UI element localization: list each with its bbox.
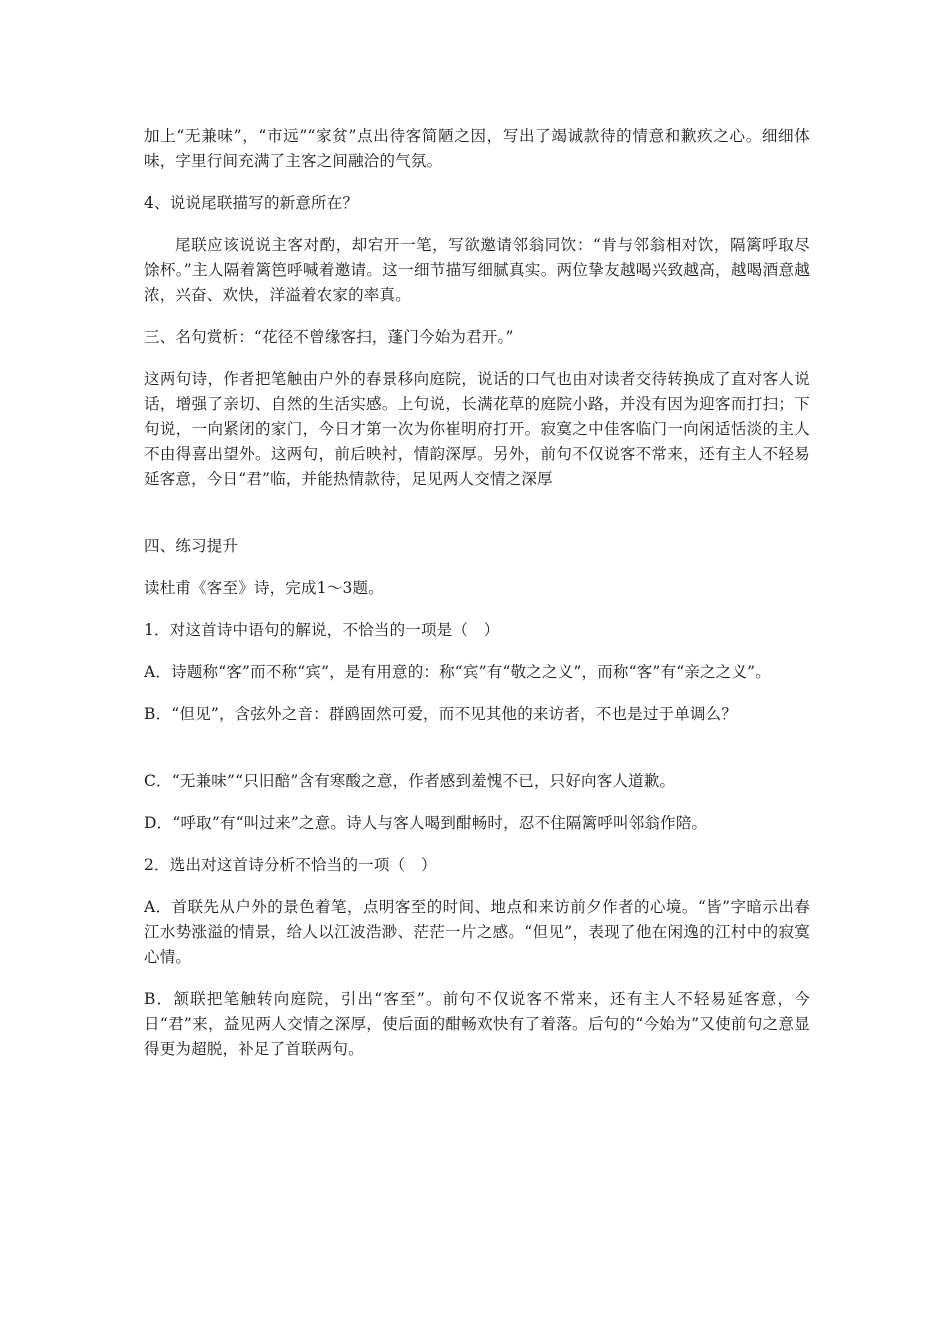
document-page bbox=[144, 124, 810, 1062]
question-2-stem: 2．选出对这首诗分析不恰当的一项（ ） bbox=[144, 856, 437, 874]
question-1-option-b: B．“但见”，含弦外之音：群鸥固然可爱，而不见其他的来访者，不也是过于单调么？ bbox=[144, 705, 738, 723]
question-4-heading: 4、说说尾联描写的新意所在？ bbox=[144, 194, 359, 212]
paragraph-intro: 加上“无兼味”，“市远”“家贫”点出待客简陋之因，写出了竭诚款待的情意和歉疚之心。细细体味，字里行间充满了主客之间融洽的气氛。 bbox=[144, 127, 810, 170]
answer-4-paragraph: 尾联应该说说主客对酌，却宕开一笔，写欲邀请邻翁同饮：“肯与邻翁相对饮，隔篱呼取尽馀杯。”主人隔着篱笆呼喊着邀请。这一细节描写细腻真实。两位挚友越喝兴致越高，越喝酒意越浓，兴奋、欢快，洋溢着农家的率真。 bbox=[144, 236, 810, 304]
question-1-option-c: C．“无兼味”“只旧醅”含有寒酸之意，作者感到羞愧不已，只好向客人道歉。 bbox=[144, 772, 676, 790]
question-1-option-d: D．“呼取”有“叫过来”之意。诗人与客人喝到酣畅时，忍不住隔篱呼叫邻翁作陪。 bbox=[144, 814, 708, 832]
question-1-option-a: A．诗题称“客”而不称“宾”，是有用意的：称“宾”有“敬之之义”，而称“客”有“亲之之义”。 bbox=[144, 663, 771, 681]
exercise-instructions: 读杜甫《客至》诗，完成1～3题。 bbox=[144, 579, 384, 597]
question-2-option-a: A．首联先从户外的景色着笔，点明客至的时间、地点和来访前夕作者的心境。“皆”字暗示出春江水势涨溢的情景，给人以江波浩渺、茫茫一片之感。“但见”，表现了他在闲逸的江村中的寂寞心情。 bbox=[144, 898, 810, 966]
section-3-heading: 三、名句赏析：“花径不曾缘客扫，蓬门今始为君开。” bbox=[144, 328, 514, 346]
question-2-option-b: B．颔联把笔触转向庭院，引出“客至”。前句不仅说客不常来，还有主人不轻易延客意，今日“君”来，益见两人交情之深厚，使后面的酣畅欢快有了着落。后句的“今始为”又使前句之意显得更为超脱，补足了首联两句。 bbox=[144, 990, 810, 1058]
section-3-paragraph: 这两句诗，作者把笔触由户外的春景移向庭院，说话的口气也由对读者交待转换成了直对客人说话，增强了亲切、自然的生活实感。上句说，长满花草的庭院小路，并没有因为迎客而打扫；下句说，一向紧闭的家门，今日才第一次为你崔明府打开。寂寞之中佳客临门一向闲适恬淡的主人不由得喜出望外。这两句，前后映衬，情韵深厚。另外，前句不仅说客不常来，还有主人不轻易延客意，今日“君”临，并能热情款待，足见两人交情之深厚 bbox=[144, 370, 810, 488]
question-1-stem: 1．对这首诗中语句的解说，不恰当的一项是（ ） bbox=[144, 621, 500, 639]
section-4-heading: 四、练习提升 bbox=[144, 537, 239, 555]
